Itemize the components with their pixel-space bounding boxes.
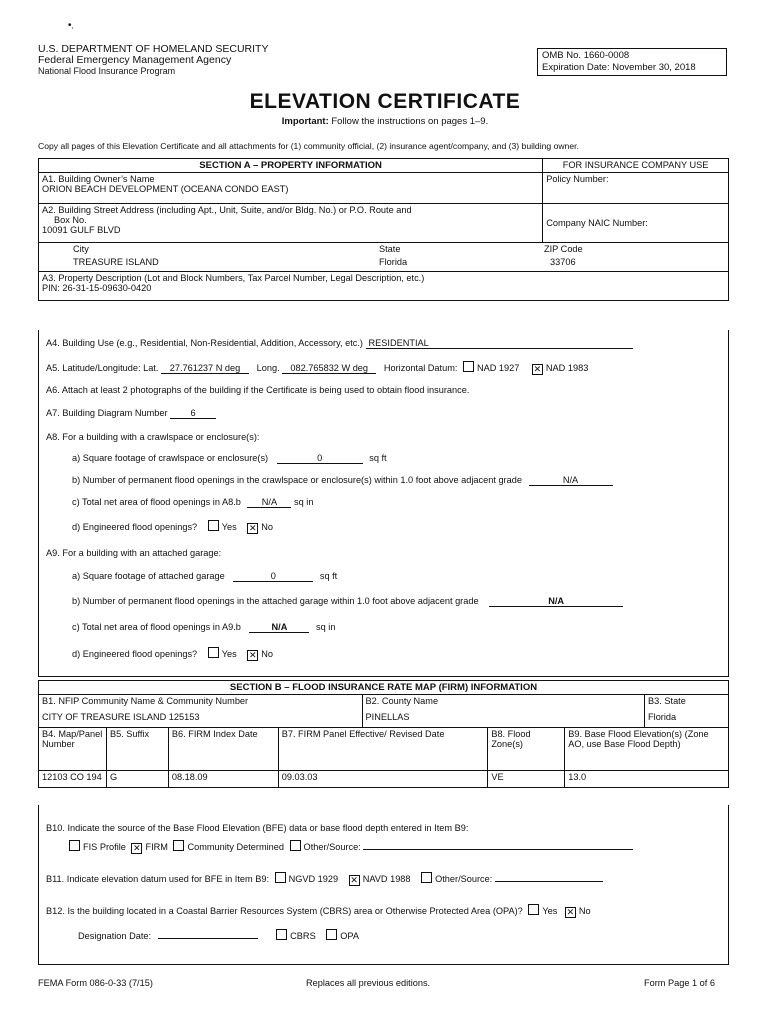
scan-mark: •‚	[68, 20, 74, 31]
footer-page: Form Page 1 of 6	[644, 978, 715, 988]
omb-number: OMB No. 1660-0008	[542, 50, 630, 61]
b10-firm-label: FIRM	[145, 842, 168, 852]
a1-label: A1. Building Owner’s Name	[42, 174, 155, 184]
a8c-row	[72, 497, 313, 508]
b10-label: B10. Indicate the source of the Base Flood Elevation (BFE) data or base flood depth entered in Item B9:	[46, 823, 469, 833]
b6-value[interactable]: 08.18.09	[168, 771, 278, 788]
state-value[interactable]: Florida	[379, 257, 408, 267]
b11-row	[46, 872, 603, 886]
a5-row	[46, 361, 588, 375]
a3-cell	[39, 272, 729, 301]
nad1927-label: NAD 1927	[476, 363, 520, 373]
omb-box	[537, 48, 727, 76]
a8b-row	[72, 475, 613, 486]
a8d-no-checkbox[interactable]: ✕	[249, 523, 257, 533]
policy-number-cell[interactable]	[543, 173, 729, 204]
a1-value[interactable]: ORION BEACH DEVELOPMENT (OCEANA CONDO EAST)	[42, 184, 289, 194]
agency-line2: Federal Emergency Management Agency	[38, 54, 232, 66]
important-text: Follow the instructions on pages 1–9.	[331, 116, 489, 127]
b12-yes-label: Yes	[542, 906, 558, 916]
a9d-no-label: No	[261, 649, 274, 659]
a5-lat-value[interactable]: 27.761237 N deg	[161, 363, 249, 374]
opa-label: OPA	[340, 931, 359, 941]
important-note	[0, 116, 770, 127]
a5-lat-label: Lat.	[143, 363, 159, 373]
b2-cell	[362, 695, 645, 728]
city-value[interactable]: TREASURE ISLAND	[73, 257, 159, 267]
a8d-no-label: No	[261, 522, 274, 532]
a5-long-value[interactable]: 082.765832 W deg	[282, 363, 376, 374]
a8c-label: c) Total net area of flood openings in A8.b	[72, 497, 241, 507]
a9b-label: b) Number of permanent flood openings in the attached garage within 1.0 foot above adjacent grade	[72, 596, 479, 606]
b1-value[interactable]: CITY OF TREASURE ISLAND 125153	[42, 712, 200, 722]
b12-label: B12. Is the building located in a Coastal Barrier Resources System (CBRS) area or Otherwise Protected Area (OPA)?	[46, 906, 523, 916]
b10-fis-checkbox[interactable]	[69, 840, 80, 851]
b9-value[interactable]: 13.0	[565, 771, 729, 788]
b11-other-field[interactable]	[495, 881, 603, 882]
b3-cell	[645, 695, 729, 728]
b2-value[interactable]: PINELLAS	[365, 712, 410, 722]
footer-replaces: Replaces all previous editions.	[306, 978, 431, 988]
a9d-no-checkbox[interactable]: ✕	[249, 650, 257, 660]
b12-no-checkbox[interactable]: ✕	[566, 907, 575, 917]
a5-datum-label: Horizontal Datum:	[383, 363, 458, 373]
a9b-value[interactable]: N/A	[489, 596, 623, 607]
a9a-value[interactable]: 0	[233, 571, 313, 582]
b10-other-label: Other/Source:	[303, 842, 361, 852]
b11-navd-label: NAVD 1988	[362, 874, 411, 884]
a8b-value[interactable]: N/A	[529, 475, 613, 486]
b4-label: B4. Map/Panel Number	[39, 728, 107, 771]
a8b-label: b) Number of permanent flood openings in the crawlspace or enclosure(s) within 1.0 foot above adjacent grade	[72, 475, 522, 485]
designation-row	[78, 929, 359, 941]
nad1927-checkbox[interactable]	[463, 361, 474, 372]
city-state-zip-row	[39, 243, 729, 272]
a9c-label: c) Total net area of flood openings in A9.b	[72, 622, 241, 632]
a9a-label: a) Square footage of attached garage	[72, 571, 225, 581]
b11-other-label: Other/Source:	[435, 874, 493, 884]
b4-value[interactable]: 12103 CO 194	[39, 771, 107, 788]
agency-block	[38, 44, 268, 77]
a9d-yes-checkbox[interactable]	[208, 647, 219, 658]
footer-form-number: FEMA Form 086-0-33 (7/15)	[38, 978, 153, 988]
a8d-yes-checkbox[interactable]	[208, 520, 219, 531]
b9-label: B9. Base Flood Elevation(s) (Zone AO, use Base Flood Depth)	[565, 728, 729, 771]
b8-label: B8. Flood Zone(s)	[488, 728, 565, 771]
a9a-row	[72, 571, 337, 582]
b3-label: B3. State	[648, 696, 686, 706]
a4-label: A4. Building Use (e.g., Residential, Non-Residential, Addition, Accessory, etc.)	[46, 338, 363, 348]
b11-ngvd-label: NGVD 1929	[288, 874, 339, 884]
a9d-row	[72, 647, 273, 661]
nad1983-label: NAD 1983	[545, 363, 589, 373]
a7-label: A7. Building Diagram Number	[46, 408, 168, 418]
policy-number-label: Policy Number:	[546, 174, 609, 184]
a9a-unit: sq ft	[319, 571, 338, 581]
city-label: City	[73, 244, 89, 254]
a8d-label: d) Engineered flood openings?	[72, 522, 198, 532]
a9c-unit: sq in	[316, 622, 336, 632]
opa-checkbox[interactable]	[326, 929, 337, 940]
b5-label: B5. Suffix	[106, 728, 168, 771]
b11-navd-checkbox[interactable]: ✕	[350, 875, 358, 885]
b10-community-checkbox[interactable]	[173, 840, 184, 851]
a5-long-label: Long.	[256, 363, 280, 373]
b12-row	[46, 904, 591, 918]
important-label: Important:	[281, 116, 329, 127]
naic-label: Company NAIC Number:	[546, 218, 648, 228]
a8a-unit: sq ft	[369, 453, 387, 463]
a3-label: A3. Property Description (Lot and Block Numbers, Tax Parcel Number, Legal Description, etc.)	[42, 273, 425, 283]
designation-label: Designation Date:	[78, 931, 152, 941]
insurance-use-heading: FOR INSURANCE COMPANY USE	[543, 159, 729, 173]
a4-value[interactable]: RESIDENTIAL	[366, 338, 633, 349]
a9c-value[interactable]: N/A	[249, 622, 309, 633]
a2-value[interactable]: 10091 GULF BLVD	[42, 225, 121, 235]
zip-value[interactable]: 33706	[550, 257, 576, 267]
cbrs-checkbox[interactable]	[276, 929, 287, 940]
page-title: ELEVATION CERTIFICATE	[249, 90, 521, 113]
a6-row: A6. Attach at least 2 photographs of the building if the Certificate is being used to obtain flood insurance.	[46, 385, 470, 395]
a9d-yes-label: Yes	[221, 649, 237, 659]
section-a-table	[38, 158, 729, 301]
a3-value[interactable]: PIN: 26-31-15-09630-0420	[42, 283, 152, 293]
cbrs-label: CBRS	[290, 931, 316, 941]
b11-other-checkbox[interactable]	[421, 872, 432, 883]
a8c-unit: sq in	[294, 497, 314, 507]
a2-label-line2: Box No.	[54, 215, 87, 225]
a1-cell	[39, 173, 543, 204]
b6-label: B6. FIRM Index Date	[168, 728, 278, 771]
a8d-row	[72, 520, 273, 534]
b10-options	[66, 840, 633, 854]
a8a-row	[72, 453, 387, 464]
b7-value[interactable]: 09.03.03	[278, 771, 488, 788]
a2-label-line1: A2. Building Street Address (including Apt., Unit, Suite, and/or Bldg. No.) or P.O. Route and	[42, 205, 412, 215]
b1-label: B1. NFIP Community Name & Community Number	[42, 696, 249, 706]
b10-community-label: Community Determined	[187, 842, 284, 852]
a8-heading: A8. For a building with a crawlspace or enclosure(s):	[46, 432, 260, 442]
b10-other-field[interactable]	[363, 849, 633, 850]
b1-cell	[39, 695, 363, 728]
zip-label: ZIP Code	[544, 244, 583, 254]
b11-ngvd-checkbox[interactable]	[275, 872, 286, 883]
a9b-row	[72, 596, 623, 607]
b8-value[interactable]: VE	[488, 771, 565, 788]
b10-firm-checkbox[interactable]: ✕	[133, 843, 141, 853]
a7-value[interactable]: 6	[170, 408, 216, 419]
state-label: State	[379, 244, 401, 254]
omb-expiration: Expiration Date: November 30, 2018	[542, 62, 696, 73]
b10-other-checkbox[interactable]	[290, 840, 301, 851]
nad1983-checkbox[interactable]: ✕	[533, 364, 542, 374]
agency-line1: U.S. DEPARTMENT OF HOMELAND SECURITY	[38, 43, 269, 55]
designation-date-field[interactable]	[158, 938, 258, 939]
a9d-label: d) Engineered flood openings?	[72, 649, 198, 659]
a4-row	[46, 338, 633, 349]
a9c-row	[72, 622, 335, 633]
b10-fis-label: FIS Profile	[83, 842, 126, 852]
b3-value[interactable]: Florida	[648, 712, 677, 722]
section-b-table	[38, 680, 729, 788]
a8a-label: a) Square footage of crawlspace or enclosure(s)	[72, 453, 269, 463]
a9-heading: A9. For a building with an attached garage:	[46, 548, 222, 558]
a8d-yes-label: Yes	[221, 522, 237, 532]
a8a-value[interactable]: 0	[277, 453, 363, 464]
naic-cell[interactable]	[543, 204, 729, 243]
a2-cell	[39, 204, 543, 243]
a8c-value[interactable]: N/A	[247, 497, 291, 508]
b11-label: B11. Indicate elevation datum used for BFE in Item B9:	[46, 874, 270, 884]
a7-row	[46, 408, 216, 419]
agency-line3: National Flood Insurance Program	[38, 66, 176, 76]
copy-instruction: Copy all pages of this Elevation Certificate and all attachments for (1) community official, (2) insurance agent/company, and (3) building owner.	[38, 141, 579, 151]
b5-value[interactable]: G	[106, 771, 168, 788]
section-b-heading: SECTION B – FLOOD INSURANCE RATE MAP (FIRM) INFORMATION	[39, 681, 729, 695]
b12-no-label: No	[578, 906, 591, 916]
a5-label: A5. Latitude/Longitude:	[46, 363, 141, 373]
b12-yes-checkbox[interactable]	[528, 904, 539, 915]
section-a-heading: SECTION A – PROPERTY INFORMATION	[39, 159, 543, 173]
b7-label: B7. FIRM Panel Effective/ Revised Date	[278, 728, 488, 771]
b2-label: B2. County Name	[365, 696, 439, 706]
